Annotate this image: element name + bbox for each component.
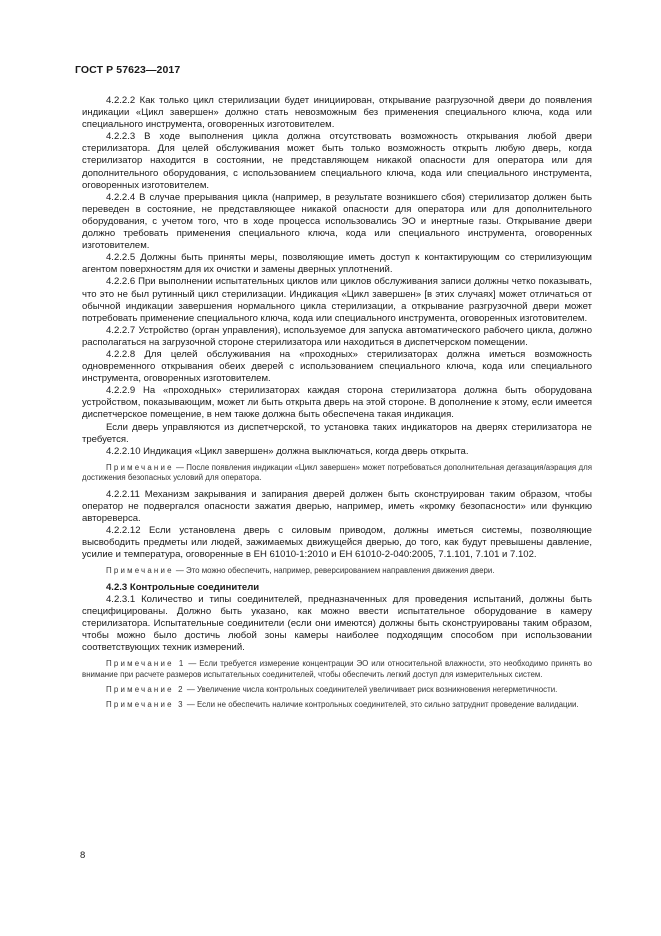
paragraph-4-2-2-2: 4.2.2.2 Как только цикл стерилизации будет инициирован, открывание разгрузочной двери до появления индикации «Цикл завершен» должно стать невозможным без применения специального ключа, кода или специального инструмента, оговоренных изготовителем. [82,95,592,131]
paragraph-4-2-2-11: 4.2.2.11 Механизм закрывания и запирания дверей должен быть сконструирован таким образом, чтобы оператор не подвергался опасности зажатия дверью, например, иметь «кромку безопасности» или функцию автореверса. [82,488,592,524]
paragraph-4-2-2-8: 4.2.2.8 Для целей обслуживания на «проходных» стерилизаторах должна иметься возможность одновременного открывания обеих дверей с использованием специального ключа, кода или специального инструмента, оговоренных изготовителем. [82,348,592,385]
note-label: Примечание [106,566,174,576]
note-text: — Это можно обеспечить, например, реверсированием направления движения двери. [175,566,495,576]
note-label: Примечание 2 [106,684,185,694]
note-text: — Увеличение числа контрольных соединителей увеличивает риск возникновения негерметичности. [186,684,558,694]
paragraph-4-2-2-9: 4.2.2.9 На «проходных» стерилизаторах каждая сторона стерилизатора должна быть оборудована устройством, показывающим, может ли быть открыта дверь на этой стороне. В дополнение к этому, если имеется диспетчерское помещение, в нем также должна быть обеспечена такая индикация. [82,385,592,421]
paragraph-4-2-2-6: 4.2.2.6 При выполнении испытательных циклов или циклов обслуживания записи должны четко показывать, что это не был рутинный цикл стерилизации. Индикация «Цикл завершен» [в этих случаях] может отличаться от обычной индикации завершения нормального цикла стерилизации, а открывание разгрузочной двери может потребовать применение специального ключа, кода или специального инструмента, оговоренных изготовителем. [82,276,592,324]
note-label: Примечание 3 [106,700,185,710]
note-text: — Если требуется измерение концентрации ЭО или относительной влажности, это необходимо принять во внимание при расчете размеров испытательных соединителей, чтобы обеспечить легкий доступ для измерительных систем. [82,659,592,679]
paragraph-4-2-2-5: 4.2.2.5 Должны быть приняты меры, позволяющие иметь доступ к контактирующим со стерилизующим агентом поверхностям для их очистки и замены дверных уплотнений. [82,252,592,276]
note-1 [82,659,592,680]
paragraph-4-2-2-9-cont: Если дверь управляются из диспетчерской, то установка таких индикаторов на дверях стерилизатора не требуется. [82,421,592,445]
note-label: Примечание 1 [106,659,186,669]
document-body [82,95,592,716]
paragraph-4-2-2-7: 4.2.2.7 Устройство (орган управления), используемое для запуска автоматического рабочего цикла, должно располагаться на загрузочной стороне стерилизатора или находиться в диспетчерском помещении. [82,324,592,348]
note [82,463,592,484]
note-label: Примечание [106,462,174,472]
paragraph-4-2-2-10: 4.2.2.10 Индикация «Цикл завершен» должна выключаться, когда дверь открыта. [106,445,469,457]
note [82,566,592,576]
note-text: — После появления индикации «Цикл завершен» может потребоваться дополнительная дегазация/аэрация для достижения безопасных условий для оператора. [82,462,592,483]
note-2 [82,685,592,695]
note-3 [82,700,592,710]
section-heading: 4.2.3 Контрольные соединители [106,581,260,593]
paragraph-4-2-3-1: 4.2.3.1 Количество и типы соединителей, предназначенных для проведения испытаний, должны быть специфицированы. Должно быть указано, как можно ввести испытательное оборудование в камеру стерилизатора. Испытательные соединители (если они имеются) должны быть сконструированы таким образом, чтобы можно было достичь любой зоны камеры наиболее подходящим способом при использовании соответствующих техник измерений. [82,593,592,654]
paragraph-4-2-2-12: 4.2.2.12 Если установлена дверь с силовым приводом, должны иметься системы, позволяющие высвободить предметы или людей, зажимаемых движущейся дверью, до того, как будут превышены давление, усилие и температура, оговоренные в ЕН 61010-1:2010 и ЕН 61010-2-040:2005, 7.1.101, 7.101 и 7.102. [82,524,592,561]
page-number: 8 [80,850,86,861]
note-text: — Если не обеспечить наличие контрольных соединителей, это сильно затруднит проведение валидации. [186,700,579,710]
document-header: ГОСТ Р 57623—2017 [75,64,181,76]
paragraph-4-2-2-3: 4.2.2.3 В ходе выполнения цикла должна отсутствовать возможность открывания любой двери стерилизатора. Для целей обслуживания может быть только возможность открыть любую дверь, когда стерилизатор находится в состоянии, не представляющем никакой опасности для оператора или для дополнительного оборудования, с использованием специального ключа, кода или специального инструмента, оговоренных изготовителем. [82,131,592,191]
paragraph-4-2-2-4: 4.2.2.4 В случае прерывания цикла (например, в результате возникшего сбоя) стерилизатор должен быть переведен в состояние, не представляющее никакой опасности для оператора или для дополнительного оборудования, с учетом того, что в ходе процесса использовались ЭО и инертные газы. Открывание двери должно требовать применения специального ключа, кода или специального инструмента, оговоренных изготовителем. [82,191,592,252]
